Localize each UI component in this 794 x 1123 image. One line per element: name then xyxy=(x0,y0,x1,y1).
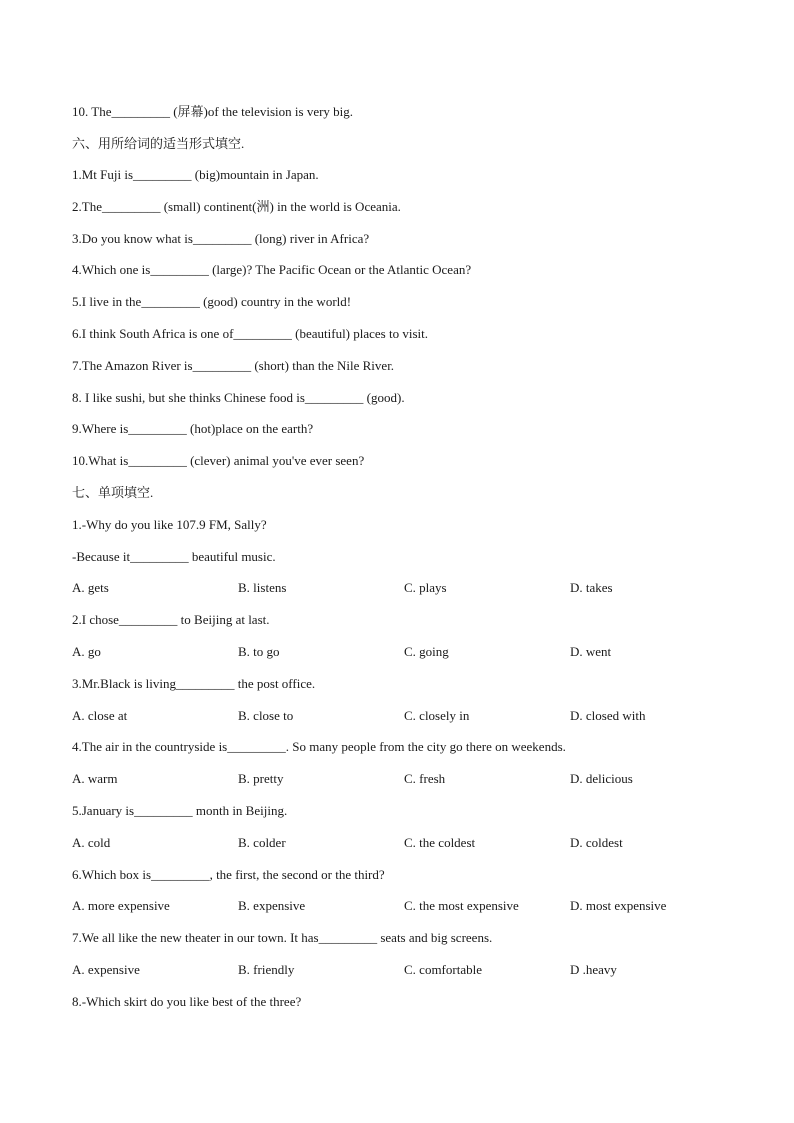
question-text: 2.I chose_________ to Beijing at last. xyxy=(72,612,270,627)
option-a: A. expensive xyxy=(72,962,140,977)
option-a: A. go xyxy=(72,644,101,659)
option-d: D. coldest xyxy=(570,835,623,850)
option-b: B. colder xyxy=(238,835,286,850)
option-d: D .heavy xyxy=(570,962,617,977)
option-c: C. closely in xyxy=(404,708,470,723)
question-text: 5.I live in the_________ (good) country in the world! xyxy=(72,294,352,309)
option-c: C. fresh xyxy=(404,771,446,786)
option-a: A. close at xyxy=(72,708,128,723)
question-text: 7.We all like the new theater in our town. It has_________ seats and big screens. xyxy=(72,930,493,945)
question-text: 10. The_________ (屏幕)of the television is very big. xyxy=(72,104,354,119)
option-a: A. cold xyxy=(72,835,111,850)
option-d: D. delicious xyxy=(570,771,633,786)
option-c: C. plays xyxy=(404,580,447,595)
question-text: 7.The Amazon River is_________ (short) than the Nile River. xyxy=(72,358,395,373)
section-heading: 七、单项填空. xyxy=(72,485,154,500)
option-c: C. the most expensive xyxy=(404,898,519,913)
option-b: B. close to xyxy=(238,708,294,723)
question-text: 1.Mt Fuji is_________ (big)mountain in Japan. xyxy=(72,167,319,182)
question-text: 4.The air in the countryside is_________. So many people from the city go there on weekends. xyxy=(72,739,566,754)
option-c: C. going xyxy=(404,644,449,659)
question-text: 6.Which box is_________, the first, the second or the third? xyxy=(72,867,385,882)
option-b: B. listens xyxy=(238,580,287,595)
question-text: 2.The_________ (small) continent(洲) in the world is Oceania. xyxy=(72,199,401,214)
question-text: 10.What is_________ (clever) animal you've ever seen? xyxy=(72,453,365,468)
option-b: B. expensive xyxy=(238,898,306,913)
option-d: D. went xyxy=(570,644,612,659)
question-text: 1.-Why do you like 107.9 FM, Sally? xyxy=(72,517,267,532)
option-d: D. most expensive xyxy=(570,898,667,913)
option-a: A. gets xyxy=(72,580,109,595)
option-b: B. to go xyxy=(238,644,280,659)
section-heading: 六、用所给词的适当形式填空. xyxy=(72,136,245,151)
question-text: 5.January is_________ month in Beijing. xyxy=(72,803,288,818)
option-b: B. pretty xyxy=(238,771,284,786)
option-a: A. more expensive xyxy=(72,898,170,913)
question-text: 4.Which one is_________ (large)? The Pacific Ocean or the Atlantic Ocean? xyxy=(72,262,472,277)
question-text: 6.I think South Africa is one of_________ (beautiful) places to visit. xyxy=(72,326,428,341)
option-c: C. comfortable xyxy=(404,962,482,977)
question-text: -Because it_________ beautiful music. xyxy=(72,549,276,564)
option-d: D. takes xyxy=(570,580,613,595)
option-d: D. closed with xyxy=(570,708,646,723)
option-b: B. friendly xyxy=(238,962,295,977)
question-text: 9.Where is_________ (hot)place on the earth? xyxy=(72,421,314,436)
option-c: C. the coldest xyxy=(404,835,476,850)
question-text: 3.Mr.Black is living_________ the post office. xyxy=(72,676,316,691)
option-a: A. warm xyxy=(72,771,118,786)
question-text: 8.-Which skirt do you like best of the three? xyxy=(72,994,302,1009)
question-text: 8. I like sushi, but she thinks Chinese food is_________ (good). xyxy=(72,390,405,405)
question-text: 3.Do you know what is_________ (long) river in Africa? xyxy=(72,231,370,246)
